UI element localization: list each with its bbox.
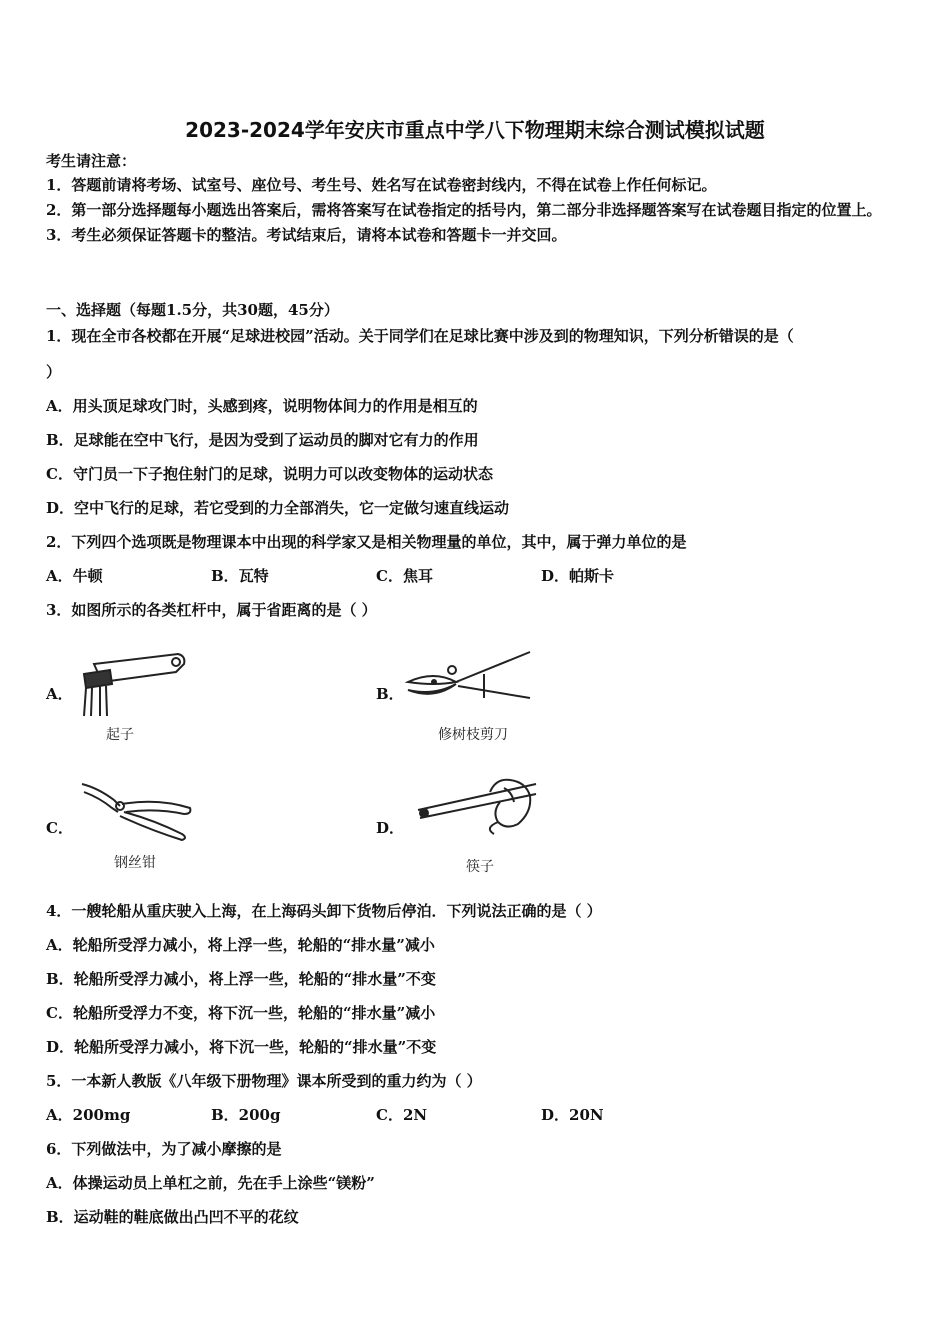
question-1-option-b: B．足球能在空中飞行，是因为受到了运动员的脚对它有力的作用	[46, 431, 479, 449]
question-1-stem: 1．现在全市各校都在开展“足球进校园”活动。关于同学们在足球比赛中涉及到的物理知识，下列分析错误的是（	[46, 327, 794, 345]
wire-pliers-figure	[78, 778, 196, 842]
question-4-option-b: B．轮船所受浮力减小，将上浮一些，轮船的“排水量”不变	[46, 970, 436, 988]
question-5-option-d: D．20N	[541, 1106, 604, 1124]
bottle-opener-figure	[72, 650, 192, 720]
question-6-stem: 6．下列做法中，为了减小摩擦的是	[46, 1140, 282, 1158]
question-3-option-b-caption: 修树枝剪刀	[438, 727, 508, 743]
question-5-option-c: C．2N	[376, 1106, 428, 1124]
question-3-option-b-letter: B．	[376, 685, 404, 703]
question-2-option-b: B．瓦特	[211, 567, 269, 585]
question-6-option-b: B．运动鞋的鞋底做出凸凹不平的花纹	[46, 1208, 299, 1226]
notice-item: 1．答题前请将考场、试室号、座位号、考生号、姓名写在试卷密封线内，不得在试卷上作任何标记。	[46, 176, 717, 194]
question-1-stem-end: ）	[46, 363, 62, 381]
chopsticks-figure	[414, 772, 540, 844]
question-5-option-a: A．200mg	[46, 1106, 131, 1124]
question-2-option-c: C．焦耳	[376, 567, 433, 585]
question-4-option-d: D．轮船所受浮力减小，将下沉一些，轮船的“排水量”不变	[46, 1038, 437, 1056]
question-3-option-c-caption: 钢丝钳	[114, 855, 156, 871]
question-4-option-c: C．轮船所受浮力不变，将下沉一些，轮船的“排水量”减小	[46, 1004, 436, 1022]
question-3-option-c-letter: C．	[46, 819, 73, 837]
page-title: 2023-2024学年安庆市重点中学八下物理期末综合测试模拟试题	[185, 118, 765, 142]
question-5-stem: 5．一本新人教版《八年级下册物理》课本所受到的重力约为（ ）	[46, 1072, 482, 1090]
pruning-shears-figure	[404, 646, 536, 716]
question-3-option-d-letter: D．	[376, 819, 405, 837]
section-heading: 一、选择题（每题1.5分，共30题，45分）	[46, 301, 339, 319]
question-3-option-a-letter: A．	[46, 685, 73, 703]
question-6-option-a: A．体操运动员上单杠之前，先在手上涂些“镁粉”	[46, 1174, 375, 1192]
question-5-option-b: B．200g	[211, 1106, 281, 1124]
question-2-option-d: D．帕斯卡	[541, 567, 615, 585]
notice-item: 2．第一部分选择题每小题选出答案后，需将答案写在试卷指定的括号内，第二部分非选择题答案写在试卷题目指定的位置上。	[46, 201, 882, 219]
question-3-stem: 3．如图所示的各类杠杆中，属于省距离的是（ ）	[46, 601, 377, 619]
question-3-option-d-caption: 筷子	[466, 859, 494, 875]
notice-list	[46, 173, 906, 248]
notice-item: 3．考生必须保证答题卡的整洁。考试结束后，请将本试卷和答题卡一并交回。	[46, 226, 567, 244]
question-1-option-a: A．用头顶足球攻门时，头感到疼，说明物体间力的作用是相互的	[46, 397, 478, 415]
question-4-option-a: A．轮船所受浮力减小，将上浮一些，轮船的“排水量”减小	[46, 936, 435, 954]
question-1-option-c: C．守门员一下子抱住射门的足球，说明力可以改变物体的运动状态	[46, 465, 493, 483]
question-1-option-d: D．空中飞行的足球，若它受到的力全部消失，它一定做匀速直线运动	[46, 499, 510, 517]
question-2-option-a: A．牛顿	[46, 567, 103, 585]
question-4-stem: 4．一艘轮船从重庆驶入上海，在上海码头卸下货物后停泊．下列说法正确的是（ ）	[46, 902, 602, 920]
question-2-stem: 2．下列四个选项既是物理课本中出现的科学家又是相关物理量的单位，其中，属于弹力单位的是	[46, 533, 687, 551]
notice-heading: 考生请注意：	[46, 152, 137, 170]
question-3-option-a-caption: 起子	[106, 727, 134, 743]
